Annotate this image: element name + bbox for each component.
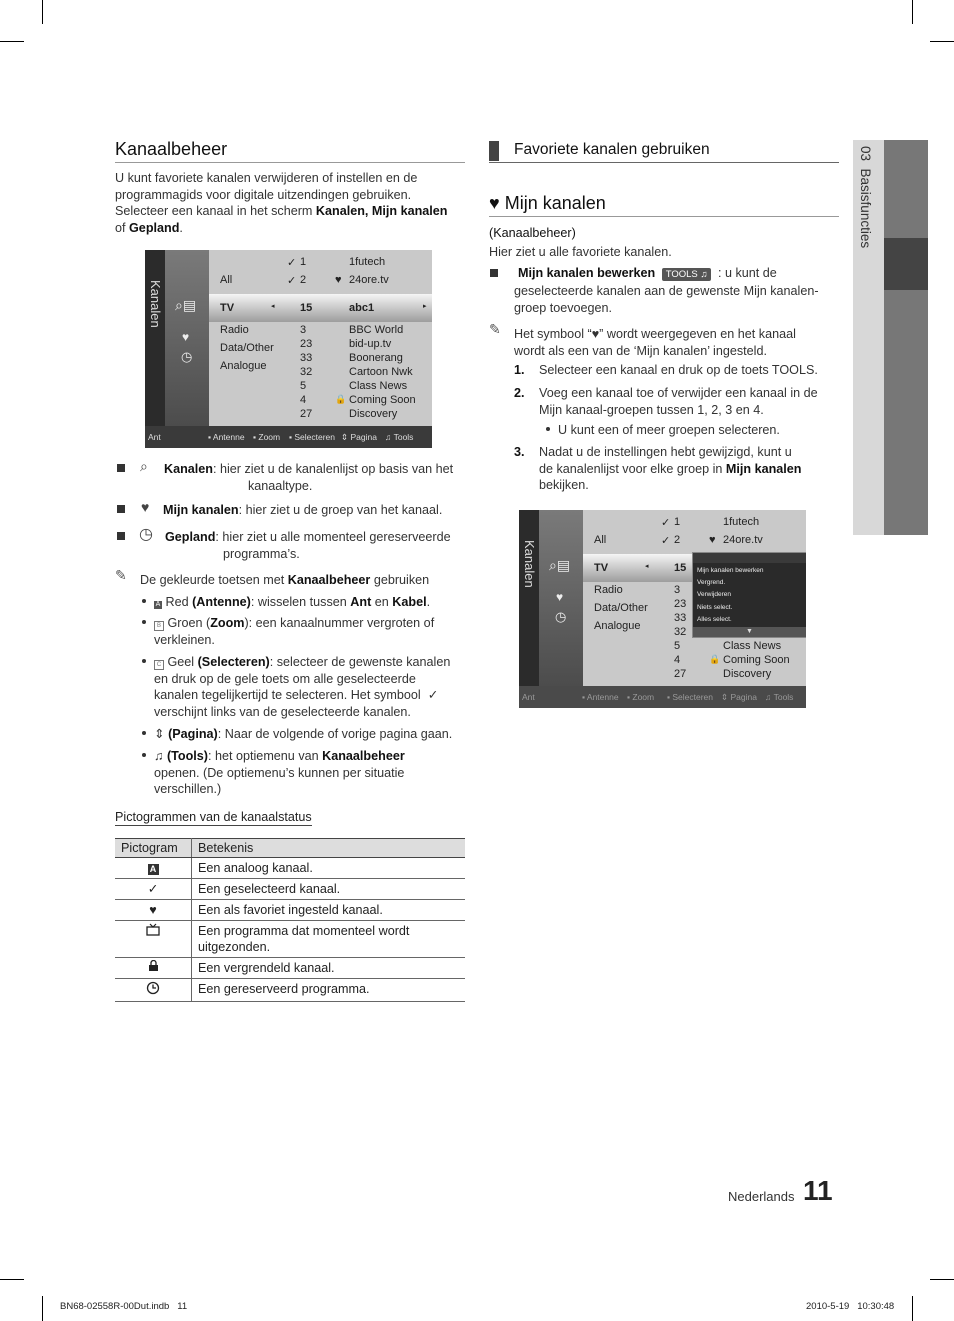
channel-name[interactable]: 24ore.tv [723,534,763,546]
footer-language: Nederlands [728,1189,795,1204]
edit-bullet-cont: geselecteerde kanalen aan de gewenste Mijn kanalen- groep toevoegen. [514,284,819,315]
schedule-clock-icon: ◷ [555,609,567,624]
channel-name[interactable]: Boonerang [349,352,403,364]
key-red: A Red (Antenne): wisselen tussen Ant en Kabel. [155,595,431,609]
bullet-square [490,269,498,277]
footer-tools[interactable]: ♫ Tools [385,432,414,442]
footer-pagina[interactable]: ⇕ Pagina [341,432,377,442]
table-row: Een gereserveerd programma. [115,979,465,1002]
key-b-icon: B [154,621,164,631]
my-channels-screen [519,510,806,708]
category-radio[interactable]: Radio [594,584,623,596]
channel-number: 33 [300,352,313,364]
bullet-dot [142,659,146,663]
page-title: Kanaalbeheer [115,139,228,159]
arrow-left-icon: ◂ [645,563,649,570]
category-tv[interactable]: TV [220,302,235,314]
table-header: Betekenis [192,839,466,858]
lock-icon [148,960,159,972]
channel-name[interactable]: 1futech [349,256,386,268]
key-yellow: C Geel (Selecteren): selecteer de gewenste kanalen en druk op de gele toets om alle geselecteerde kanalen tegelijkertijd te selecteren. Het symbool ✓ verschijnt links van de geselecteerde kanalen. [154,655,451,719]
crop-mark [912,0,913,24]
table-title: Pictogrammen van de kanaalstatus [115,810,312,824]
channel-name[interactable]: 24ore.tv [349,274,389,286]
heart-icon: ♥ [489,193,500,213]
step-3: Nadat u de instellingen hebt gewijzigd, kunt u de kanalenlijst voor elke groep in Mijn kanalen bekijken. [539,445,802,492]
heart-icon: ♥ [141,499,150,515]
channel-number: 27 [300,408,313,420]
crop-mark [42,0,43,24]
channel-number: 23 [674,598,687,610]
title-rule [489,216,839,217]
channel-name[interactable]: 1futech [723,516,760,528]
channel-name[interactable]: Cartoon Nwk [349,366,413,378]
check-icon: ✓ [115,879,192,900]
channel-number: 1 [300,256,307,268]
check-icon: ✓ [661,535,671,547]
channel-number: 32 [300,366,313,378]
bullet-gepland: Gepland: hier ziet u alle momenteel gereserveerde programma’s. [165,530,451,561]
note-pencil-icon: ✎ [489,321,501,337]
popup-item[interactable]: Verwijderen [697,591,731,599]
channel-name[interactable]: Discovery [723,668,772,680]
popup-item[interactable]: Mijn kanalen bewerken [697,567,764,574]
check-icon: ✓ [661,517,671,529]
sub-bullet: U kunt een of meer groepen selecteren. [558,423,780,437]
category-analogue[interactable]: Analogue [220,360,267,372]
channel-number: 2 [300,274,307,286]
screen-footer [519,686,806,708]
lock-icon: 🔒 [709,654,721,664]
channel-name[interactable]: Coming Soon [723,654,790,666]
channel-name[interactable]: Discovery [349,408,398,420]
channel-manager-screen [145,250,432,448]
footer-file: BN68-02558R-00Dut.indb 11 [60,1301,188,1312]
options-popup [692,552,806,638]
bullet-dot [142,599,146,603]
check-icon: ✓ [287,275,297,287]
table-header: Pictogram [115,839,192,858]
category-data[interactable]: Data/Other [594,602,648,614]
lock-icon: 🔒 [335,394,347,404]
footer-antenne[interactable]: ▪ Antenne [208,432,245,442]
crop-mark [42,1296,43,1321]
chapter-tab-marker [884,238,928,290]
note-color-keys: De gekleurde toetsen met Kanaalbeheer gebruiken [140,573,430,587]
tools-icon: ♫ [154,749,164,763]
clock-icon [146,981,160,995]
heart-icon: ♥ [115,900,192,921]
crop-mark [0,1279,24,1280]
analog-icon: A [148,864,159,875]
category-radio[interactable]: Radio [220,324,249,336]
channel-number: 2 [674,534,681,546]
channel-number: 15 [674,562,687,574]
table-row: ✓ Een geselecteerd kanaal. [115,879,465,900]
favorite-heart-icon: ♥ [182,330,190,344]
step-number: 2. [514,386,525,400]
channel-name[interactable]: Class News [723,640,782,652]
footer-ant: Ant [522,692,535,702]
table-row: Een programma dat momenteel wordt uitgezonden. [115,921,465,958]
note-pencil-icon: ✎ [115,567,127,583]
footer-ant: Ant [148,432,161,442]
channel-number: 33 [674,612,687,624]
bullet-square [117,532,125,540]
footer-selecteren[interactable]: ▪ Selecteren [289,432,336,442]
chapter-label: 03 Basisfuncties [858,146,873,249]
chapter-tab-strip [884,140,928,535]
heart-icon: ♥ [335,274,342,286]
footer-zoom[interactable]: ▪ Zoom [627,692,655,702]
step-1: Selecteer een kanaal en druk op de toets TOOLS. [539,363,818,377]
mijn-kanalen-title: ♥ Mijn kanalen [489,193,606,213]
key-green: B Groen (Zoom): een kanaalnummer vergroten of verkleinen. [154,616,435,647]
channel-number: 4 [300,394,307,406]
footer-date: 2010-5-19 10:30:48 [806,1301,895,1312]
channel-name[interactable]: Coming Soon [349,394,416,406]
step-number: 3. [514,445,525,459]
bullet-square [117,464,125,472]
channels-icon: ⌕ [140,458,148,474]
section-marker [489,141,499,161]
channel-name[interactable]: bid-up.tv [349,338,392,350]
popup-item[interactable]: Alles select. [697,615,732,623]
page-number: 11 [803,1175,833,1206]
channels-icon: ⌕▤ [549,557,571,573]
footer-selecteren[interactable]: ▪ Selecteren [667,692,714,702]
key-pagina: ⇕ (Pagina): Naar de volgende of vorige pagina gaan. [154,727,453,741]
subtitle: (Kanaalbeheer) [489,226,576,240]
edit-bullet: Mijn kanalen bewerken TOOLS ♫ : u kunt de [518,266,777,280]
key-tools: ♫ (Tools): het optiemenu van Kanaalbeheer openen. (De optiemenu’s kunnen per situatie verschillen.) [154,749,405,796]
category-tv[interactable]: TV [594,562,609,574]
footer-antenne[interactable]: ▪ Antenne [582,692,619,702]
title-rule [115,162,465,163]
note-heart: Het symbool “♥” wordt weergegeven en het kanaal wordt als een van de ‘Mijn kanalen’ ingesteld. [514,327,796,358]
clock-icon: ◷ [139,526,153,543]
section-title: Favoriete kanalen gebruiken [514,141,710,158]
table-row: ♥ Een als favoriet ingesteld kanaal. [115,900,465,921]
channel-number: 3 [300,324,307,336]
popup-scroll-down-icon[interactable]: ▼ [693,627,806,637]
bullet-dot [142,620,146,624]
table-row: Een vergrendeld kanaal. [115,958,465,979]
channel-name[interactable]: Class News [349,380,408,392]
step-number: 1. [514,363,525,377]
popup-item[interactable]: Niets select. [697,603,733,611]
crop-mark [930,1279,954,1280]
tools-badge: TOOLS ♫ [662,268,712,281]
bullet-kanalen: Kanalen: hier ziet u de kanalenlijst op basis van het kanaaltype. [164,462,454,493]
section-rule [489,162,839,163]
crop-mark [930,41,954,42]
key-a-icon: A [155,601,161,608]
crop-mark [912,1296,913,1321]
category-analogue[interactable]: Analogue [594,620,641,632]
bullet-mijn-kanalen: Mijn kanalen: hier ziet u de groep van het kanaal. [163,503,443,517]
category-data[interactable]: Data/Other [220,342,274,354]
heart-icon: ♥ [591,327,600,341]
channel-number: 5 [674,640,681,652]
screen-side-label: Kanalen [148,280,163,328]
icon-table [115,838,465,1002]
page-updown-icon: ⇕ [154,727,165,741]
channels-icon: ⌕▤ [175,297,197,313]
footer-zoom[interactable]: ▪ Zoom [253,432,281,442]
screen-footer [145,426,432,448]
heart-icon: ♥ [709,534,716,546]
channel-number: 32 [674,626,687,638]
popup-item[interactable]: Vergrend. [697,579,726,587]
category-all[interactable]: All [220,274,233,286]
arrow-left-icon: ◂ [271,303,275,310]
schedule-clock-icon: ◷ [181,349,193,364]
footer-pagina[interactable]: ⇕ Pagina [721,692,757,702]
category-all[interactable]: All [594,534,607,546]
bullet-dot [546,427,550,431]
tv-icon [146,923,160,936]
intro-paragraph: U kunt favoriete kanalen verwijderen of instellen en de programmagids voor digitale uitzendingen gebruiken. Selecteer een kanaal in het scherm Kanalen, Mijn kanalen of Gepland. [115,171,448,235]
table-row: A Een analoog kanaal. [115,858,465,879]
bullet-dot [142,753,146,757]
description: Hier ziet u alle favoriete kanalen. [489,245,672,259]
key-c-icon: C [154,660,164,670]
check-icon: ✓ [424,688,439,702]
channel-number: 27 [674,668,687,680]
bullet-square [117,505,125,513]
channel-number: 23 [300,338,313,350]
bullet-dot [142,731,146,735]
screen-side-label: Kanalen [522,540,537,588]
channel-number: 15 [300,302,313,314]
footer-tools[interactable]: ♫ Tools [765,692,794,702]
channel-number: 4 [674,654,681,666]
channel-name[interactable]: abc1 [349,302,375,314]
check-icon: ✓ [287,257,297,269]
channel-number: 5 [300,380,307,392]
channel-number: 3 [674,584,681,596]
channel-name[interactable]: BBC World [349,324,404,336]
channel-number: 1 [674,516,681,528]
favorite-heart-icon: ♥ [556,590,564,604]
crop-mark [0,41,24,42]
step-2: Voeg een kanaal toe of verwijder een kanaal in de Mijn kanaal-groepen tussen 1, 2, 3 en 4. [539,386,818,417]
arrow-right-icon: ▸ [423,303,427,310]
